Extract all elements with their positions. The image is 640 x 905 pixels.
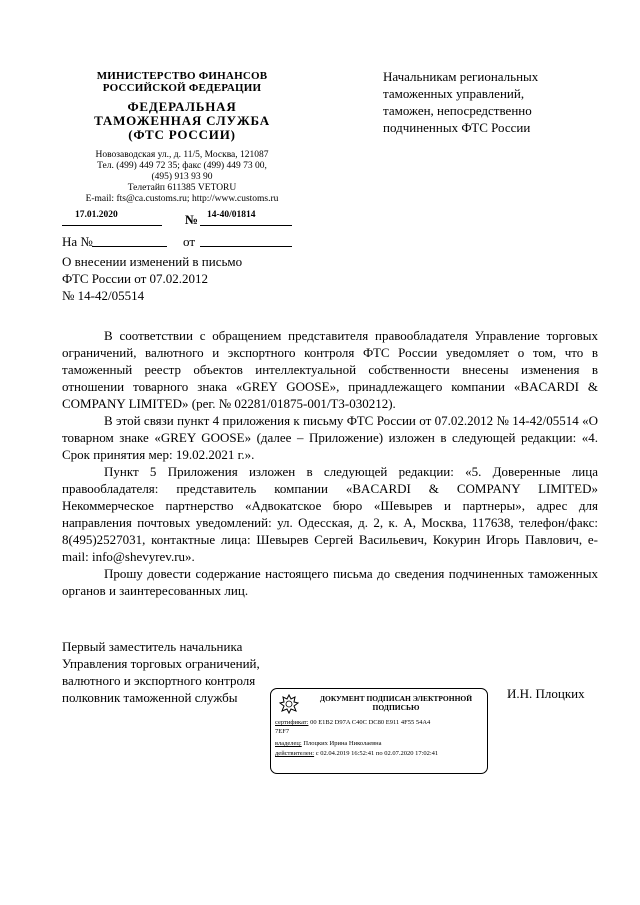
subject bbox=[62, 253, 322, 304]
recipient-line-2: таможенных управлений, bbox=[383, 86, 525, 101]
email-line: E-mail: fts@ca.customs.ru; http://www.customs.ru bbox=[85, 194, 279, 204]
subject-line-3: № 14-42/05514 bbox=[62, 288, 145, 303]
emblem-icon bbox=[277, 693, 301, 715]
electronic-signature-stamp bbox=[270, 688, 488, 774]
position-line-3: валютного и экспортного контроля bbox=[62, 673, 256, 688]
ministry-name-line-2: РОССИЙСКОЙ ФЕДЕРАЦИИ bbox=[102, 82, 262, 94]
phone-line: Тел. (499) 449 72 35; факс (499) 449 73 00, bbox=[97, 161, 267, 171]
position-line-1: Первый заместитель начальника bbox=[62, 639, 243, 654]
owner-label: владелец: bbox=[275, 740, 302, 747]
reply-from-label: от bbox=[183, 234, 196, 249]
reply-number-label: На № bbox=[62, 234, 93, 249]
owner-value: Плоцких Ирина Николаевна bbox=[303, 740, 382, 747]
date-underline bbox=[62, 225, 162, 226]
valid-label: действителен: bbox=[275, 750, 315, 757]
service-name-line-1: ФЕДЕРАЛЬНАЯ bbox=[127, 99, 237, 114]
body-paragraph-3: Пункт 5 Приложения изложен в следующей редакции: «5. Доверенные лица правообладателя: представитель компании «BACARDI & COMPANY LIMITED» Некоммерческое партнерство «Адвокатское бюро «Шевырев и партнеры», адрес для направления почтовых уведомлений: ул. Одесская, д. 2, к. А, Москва, 117638, телефон/факс: 8(495)2527031, контактные лица: Шевырев Сергей Васильевич, Кокурин Игорь Павлович, e-mail: info@shevyrev.ru». bbox=[62, 464, 598, 564]
number-sign: № bbox=[185, 212, 199, 227]
stamp-title-line-2: ПОДПИСЬЮ bbox=[372, 703, 420, 712]
cert-label: сертификат: bbox=[275, 719, 309, 726]
position-line-4: полковник таможенной службы bbox=[62, 690, 238, 705]
service-name-line-2: ТАМОЖЕННАЯ СЛУЖБА bbox=[94, 113, 270, 128]
stamp-title bbox=[311, 694, 481, 712]
stamp-certificate bbox=[275, 719, 485, 727]
cert-value: 00 E1B2 D97A C40C DC80 E911 4F55 54A4 bbox=[310, 719, 431, 726]
letterhead bbox=[62, 70, 302, 205]
reply-number-line bbox=[92, 246, 167, 247]
number-underline bbox=[200, 225, 292, 226]
recipient-block bbox=[383, 68, 598, 136]
recipient-line-4: подчиненных ФТС России bbox=[383, 120, 531, 135]
body-paragraph-1: В соответствии с обращением представителя правообладателя Управление торговых ограничений, валютного и экспортного контроля ФТС России уведомляет о том, что в таможенный реестр объектов интеллектуальной собственности внесены изменения в отношении товарного знака «GREY GOOSE», принадлежащего компании «BACARDI & COMPANY LIMITED» (рег. № 02281/01875-001/ТЗ-030212). bbox=[62, 328, 598, 411]
stamp-validity bbox=[275, 750, 485, 758]
ministry-name-line-1: МИНИСТЕРСТВО ФИНАНСОВ bbox=[96, 70, 268, 82]
body-paragraph-4: Прошу довести содержание настоящего письма до сведения подчиненных таможенных органов и заинтересованных лиц. bbox=[62, 566, 598, 598]
recipient-line-3: таможен, непосредственно bbox=[383, 103, 532, 118]
cert-value-cont: 7EF7 bbox=[275, 728, 290, 735]
address-line: Новозаводская ул., д. 11/5, Москва, 121087 bbox=[95, 150, 269, 160]
address-block bbox=[62, 150, 302, 205]
body-paragraph-2: В этой связи пункт 4 приложения к письму ФТС России от 07.02.2012 № 14-42/05514 «О товарном знаке «GREY GOOSE» (далее – Приложение) изложен в следующей редакции: «4. Срок принятия мер: 19.02.2021 г.». bbox=[62, 413, 598, 462]
subject-line-2: ФТС России от 07.02.2012 bbox=[62, 271, 209, 286]
letter-date: 17.01.2020 bbox=[75, 210, 118, 220]
teletype-line: Телетайп 611385 VETORU bbox=[127, 183, 237, 193]
phone-line-2: (495) 913 93 90 bbox=[151, 172, 213, 182]
stamp-title-line-1: ДОКУМЕНТ ПОДПИСАН ЭЛЕКТРОННОЙ bbox=[319, 694, 473, 703]
position-line-2: Управления торговых ограничений, bbox=[62, 656, 260, 671]
recipient-line-1: Начальникам региональных bbox=[383, 69, 539, 84]
stamp-owner bbox=[275, 740, 485, 748]
valid-value: с 02.04.2019 16:52:41 по 02.07.2020 17:02:41 bbox=[315, 750, 439, 757]
letter-body bbox=[62, 327, 598, 599]
subject-line-1: О внесении изменений в письмо bbox=[62, 254, 243, 269]
service-name-line-3: (ФТС РОССИИ) bbox=[128, 127, 236, 142]
reply-from-line bbox=[200, 246, 292, 247]
signer-name: И.Н. Плоцких bbox=[507, 686, 585, 701]
letter-number: 14-40/01814 bbox=[207, 210, 256, 220]
